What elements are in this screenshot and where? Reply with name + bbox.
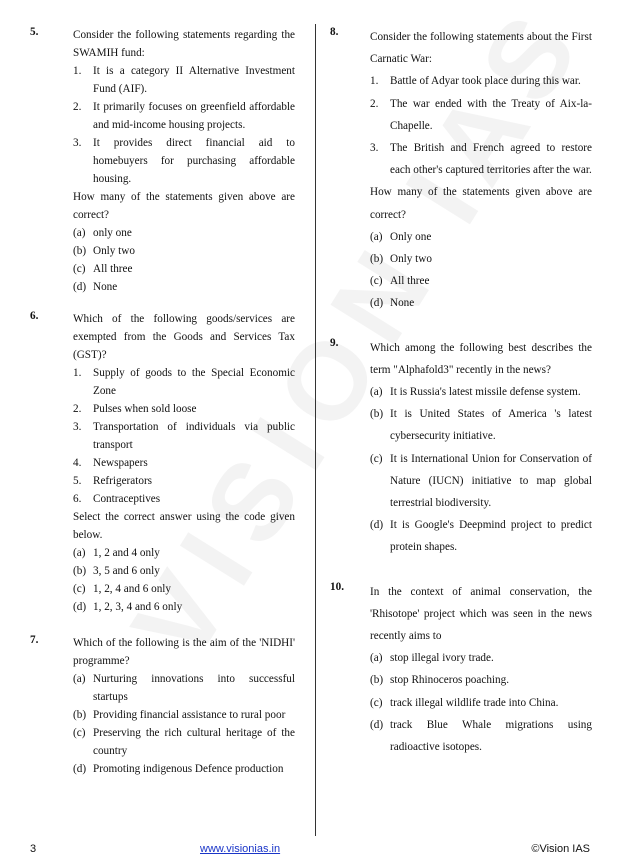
- question-number: 10.: [330, 580, 344, 593]
- statement-text: The war ended with the Treaty of Aix-la-Chapelle.: [390, 97, 592, 132]
- question-number: 5.: [30, 26, 39, 38]
- answer-option[interactable]: [370, 403, 592, 447]
- option-label: (b): [73, 565, 87, 577]
- statement-label: 3.: [73, 137, 82, 149]
- option-text: Preserving the rich cultural heritage of the country: [93, 727, 295, 757]
- statement-label: 2.: [370, 97, 379, 110]
- question-stem: In the context of animal conservation, the 'Rhisotope' project which was seen in the news recently aims to: [370, 585, 592, 643]
- answer-option[interactable]: [370, 514, 592, 558]
- option-text: Promoting indigenous Defence production: [93, 763, 284, 775]
- option-label: (d): [370, 297, 384, 310]
- question-stem: Consider the following statements about the First Carnatic War:: [370, 31, 592, 66]
- answer-option[interactable]: [370, 669, 592, 691]
- option-label: (b): [370, 253, 384, 266]
- answer-option[interactable]: [370, 226, 592, 248]
- answer-option[interactable]: [73, 760, 295, 778]
- question-instruction: Select the correct answer using the code given below.: [73, 511, 295, 541]
- answer-option[interactable]: [73, 562, 295, 580]
- answer-option[interactable]: [73, 544, 295, 562]
- statement-label: 5.: [73, 475, 82, 487]
- statement-text: It provides direct financial aid to homebuyers for purchasing affordable housing.: [93, 137, 295, 185]
- statement-label: 2.: [73, 101, 82, 113]
- statement-item: [73, 490, 295, 508]
- option-label: (b): [73, 709, 87, 721]
- option-text: Providing financial assistance to rural poor: [93, 709, 286, 721]
- column-divider: [315, 24, 316, 836]
- answer-option[interactable]: [73, 242, 295, 260]
- statement-item: [73, 454, 295, 472]
- option-text: 3, 5 and 6 only: [93, 565, 160, 577]
- option-text: stop illegal ivory trade.: [390, 652, 494, 665]
- option-text: 1, 2 and 4 only: [93, 547, 160, 559]
- statement-item: [73, 98, 295, 134]
- statement-list: [370, 70, 592, 181]
- option-text: 1, 2, 4 and 6 only: [93, 583, 171, 595]
- question-5: [30, 26, 295, 296]
- option-text: None: [390, 297, 415, 310]
- statement-text: Pulses when sold loose: [93, 403, 197, 415]
- option-text: Only two: [93, 245, 135, 257]
- option-label: (c): [73, 727, 86, 739]
- statement-label: 4.: [73, 457, 82, 469]
- statement-item: [370, 93, 592, 137]
- option-label: (a): [73, 673, 86, 685]
- option-label: (b): [370, 674, 384, 687]
- left-column: [30, 26, 295, 792]
- answer-option[interactable]: [370, 270, 592, 292]
- option-label: (c): [73, 583, 86, 595]
- option-text: None: [93, 281, 118, 293]
- statement-text: Refrigerators: [93, 475, 153, 487]
- statement-label: 1.: [370, 75, 379, 88]
- option-text: only one: [93, 227, 132, 239]
- option-text: track illegal wildlife trade into China.: [390, 696, 559, 709]
- question-number: 6.: [30, 310, 39, 322]
- statement-item: [73, 418, 295, 454]
- option-text: Only two: [390, 253, 432, 266]
- option-label: (c): [370, 452, 383, 465]
- option-label: (b): [73, 245, 87, 257]
- copyright-notice: ©Vision IAS: [531, 843, 590, 855]
- statement-text: Newspapers: [93, 457, 148, 469]
- option-text: 1, 2, 3, 4 and 6 only: [93, 601, 183, 613]
- option-label: (c): [370, 275, 383, 288]
- question-number: 9.: [330, 336, 339, 349]
- answer-option[interactable]: [370, 381, 592, 403]
- question-stem: Consider the following statements regarding the SWAMIH fund:: [73, 29, 295, 59]
- answer-option[interactable]: [73, 580, 295, 598]
- option-text: All three: [390, 275, 430, 288]
- answer-option[interactable]: [73, 224, 295, 242]
- question-number: 7.: [30, 634, 39, 646]
- option-label: (a): [370, 386, 383, 399]
- right-column: [330, 26, 592, 772]
- statement-item: [73, 62, 295, 98]
- option-label: (a): [370, 652, 383, 665]
- statement-text: It is a category II Alternative Investment Fund (AIF).: [93, 65, 295, 95]
- question-stem: Which of the following is the aim of the 'NIDHI' programme?: [73, 637, 295, 667]
- option-label: (d): [370, 718, 384, 731]
- answer-option[interactable]: [370, 448, 592, 515]
- answer-option[interactable]: [370, 714, 592, 758]
- option-label: (c): [73, 263, 86, 275]
- statement-text: It primarily focuses on greenfield affordable and mid-income housing projects.: [93, 101, 295, 131]
- statement-text: Supply of goods to the Special Economic Zone: [93, 367, 295, 397]
- statement-item: [370, 70, 592, 92]
- answer-option[interactable]: [370, 248, 592, 270]
- answer-option[interactable]: [73, 706, 295, 724]
- option-label: (d): [73, 763, 87, 775]
- answer-option[interactable]: [73, 724, 295, 760]
- statement-text: Transportation of individuals via public transport: [93, 421, 295, 451]
- statement-item: [73, 134, 295, 188]
- question-instruction: How many of the statements given above are correct?: [73, 191, 295, 221]
- question-6: [30, 310, 295, 616]
- statement-item: [73, 400, 295, 418]
- option-text: stop Rhinoceros poaching.: [390, 674, 510, 687]
- option-label: (d): [73, 601, 87, 613]
- option-text: It is Russia's latest missile defense system.: [390, 386, 581, 399]
- answer-option[interactable]: [73, 260, 295, 278]
- answer-option[interactable]: [73, 278, 295, 296]
- option-label: (a): [73, 227, 86, 239]
- question-7: [30, 634, 295, 778]
- answer-option[interactable]: [370, 647, 592, 669]
- option-label: (b): [370, 408, 384, 421]
- website-link[interactable]: www.visionias.in: [200, 843, 281, 855]
- statement-item: [370, 137, 592, 181]
- answer-option[interactable]: [370, 692, 592, 714]
- question-stem: Which among the following best describes the term "Alphafold3" recently in the news?: [370, 341, 592, 376]
- question-stem: Which of the following goods/services are exempted from the Goods and Services Tax (GST)?: [73, 313, 295, 361]
- statement-text: Battle of Adyar took place during this war.: [390, 75, 581, 88]
- answer-option[interactable]: [370, 292, 592, 314]
- option-label: (a): [370, 230, 383, 243]
- question-9: [330, 337, 592, 559]
- statement-label: 1.: [73, 367, 82, 379]
- question-number: 8.: [330, 26, 339, 38]
- answer-option[interactable]: [73, 670, 295, 706]
- statement-label: 1.: [73, 65, 82, 77]
- option-text: Nurturing innovations into successful startups: [93, 673, 295, 703]
- statement-item: [73, 364, 295, 400]
- page-footer: [0, 843, 620, 857]
- option-text: It is United States of America 's latest cybersecurity initiative.: [390, 408, 592, 443]
- statement-list: [73, 364, 295, 508]
- question-instruction: How many of the statements given above are correct?: [370, 186, 592, 221]
- statement-label: 3.: [370, 142, 379, 155]
- option-text: Only one: [390, 230, 432, 243]
- option-text: It is International Union for Conservation of Nature (IUCN) initiative to map global terrestrial biodiversity.: [390, 452, 592, 510]
- page-number: 3: [30, 843, 37, 855]
- option-label: (a): [73, 547, 86, 559]
- option-text: It is Google's Deepmind project to predict protein shapes.: [390, 519, 592, 554]
- statement-text: The British and French agreed to restore each other's captured territories after the war.: [390, 142, 592, 177]
- question-10: [330, 581, 592, 759]
- answer-option[interactable]: [73, 598, 295, 616]
- question-8: [330, 26, 592, 315]
- statement-label: 2.: [73, 403, 82, 415]
- option-label: (c): [370, 696, 383, 709]
- statement-item: [73, 472, 295, 490]
- option-label: (d): [370, 519, 384, 532]
- statement-label: 3.: [73, 421, 82, 433]
- statement-list: [73, 62, 295, 188]
- option-text: track Blue Whale migrations using radioactive isotopes.: [390, 718, 592, 754]
- statement-text: Contraceptives: [93, 493, 161, 505]
- statement-label: 6.: [73, 493, 82, 505]
- option-text: All three: [93, 263, 133, 275]
- option-label: (d): [73, 281, 87, 293]
